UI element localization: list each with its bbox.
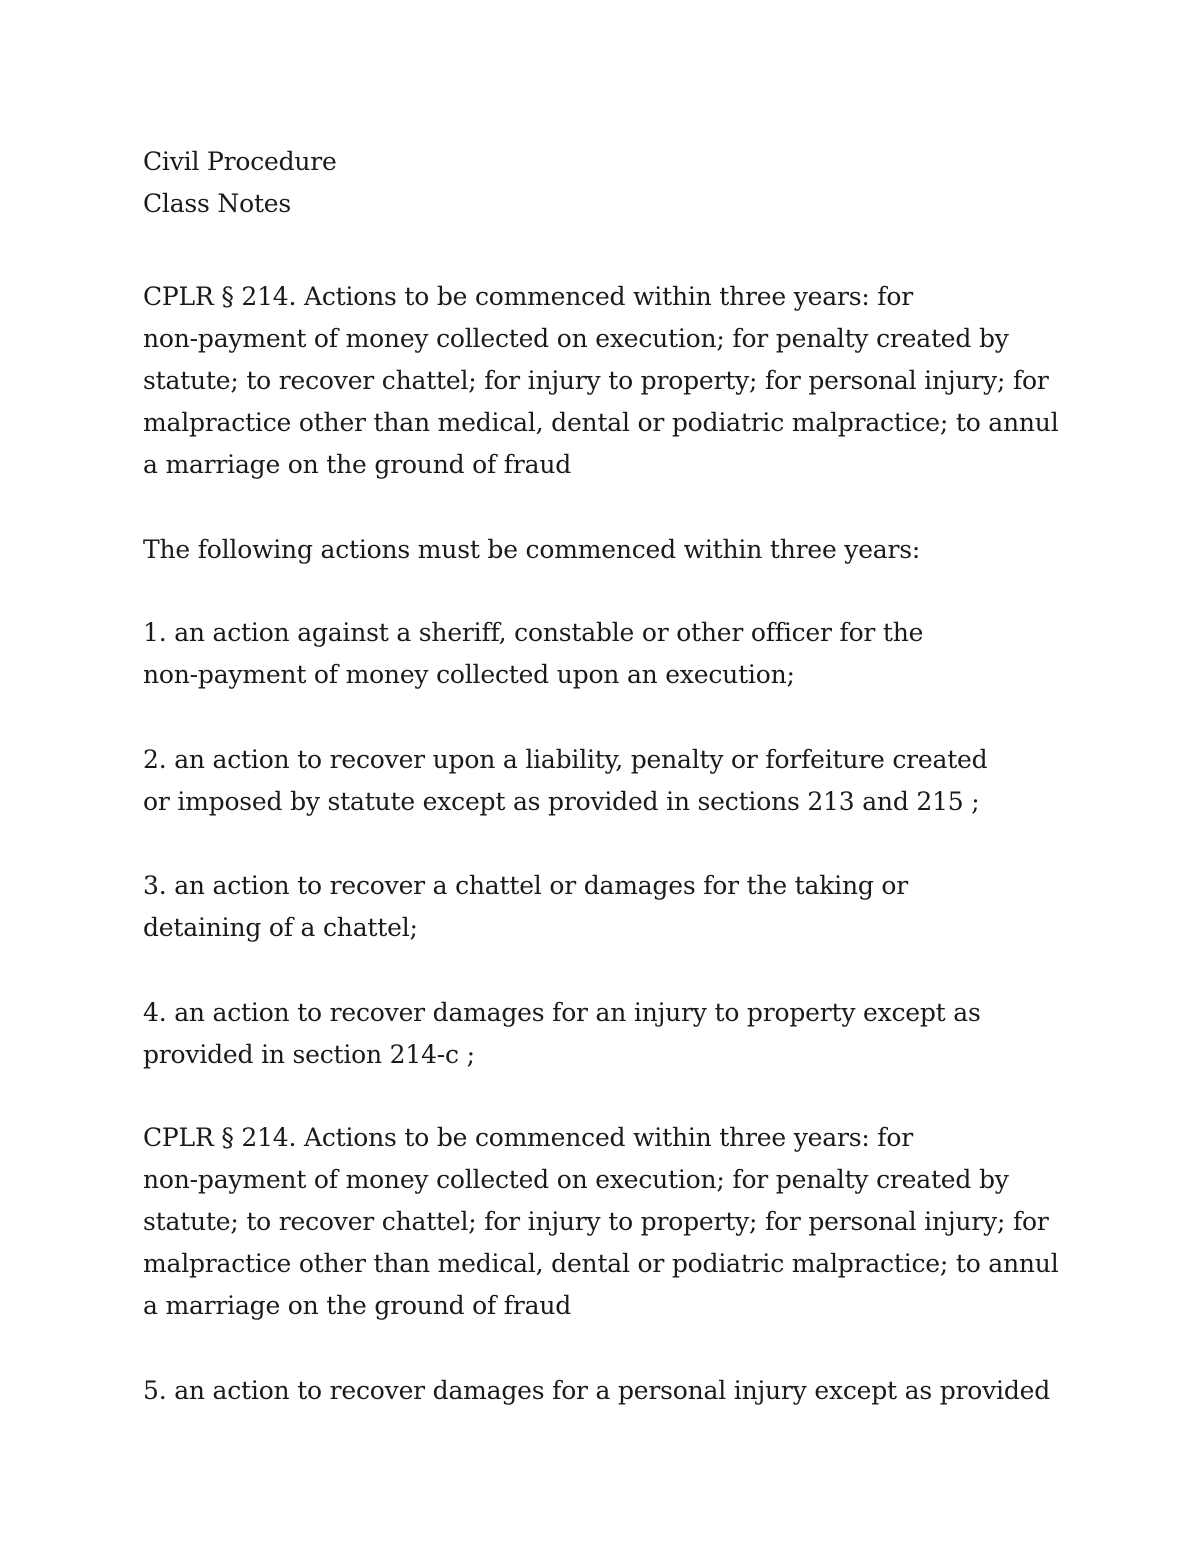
- list-item-line: 3. an action to recover a chattel or damages for the taking or: [143, 871, 909, 900]
- paragraph-line: CPLR § 214. Actions to be commenced within three years: for: [143, 1123, 913, 1152]
- list-item-line: 2. an action to recover upon a liability, penalty or forfeiture created: [143, 745, 988, 774]
- list-item-line: 5. an action to recover damages for a personal injury except as provided: [143, 1376, 1051, 1405]
- list-item-4: [143, 992, 1123, 1076]
- intro-line: The following actions must be commenced within three years:: [143, 535, 921, 564]
- paragraph-line: CPLR § 214. Actions to be commenced within three years: for: [143, 282, 913, 311]
- list-item-line: detaining of a chattel;: [143, 913, 418, 942]
- intro-paragraph: [143, 529, 1123, 571]
- paragraph-line: a marriage on the ground of fraud: [143, 450, 572, 479]
- statute-paragraph-2: [143, 1117, 1123, 1327]
- list-item-line: non-payment of money collected upon an execution;: [143, 660, 795, 689]
- paragraph-line: non-payment of money collected on execution; for penalty created by: [143, 324, 1009, 353]
- list-item-line: 1. an action against a sheriff, constable or other officer for the: [143, 618, 924, 647]
- list-item-line: 4. an action to recover damages for an injury to property except as: [143, 998, 981, 1027]
- list-item-2: [143, 739, 1123, 823]
- paragraph-line: non-payment of money collected on execution; for penalty created by: [143, 1165, 1009, 1194]
- list-item-line: provided in section 214-c ;: [143, 1040, 475, 1069]
- list-item-5: [143, 1370, 1123, 1412]
- list-item-1: [143, 612, 1123, 696]
- paragraph-line: malpractice other than medical, dental or podiatric malpractice; to annul: [143, 408, 1059, 437]
- list-item-line: or imposed by statute except as provided in sections 213 and 215 ;: [143, 787, 980, 816]
- paragraph-line: malpractice other than medical, dental or podiatric malpractice; to annul: [143, 1249, 1059, 1278]
- document-header: [143, 141, 1123, 225]
- statute-paragraph-1: [143, 276, 1123, 486]
- paragraph-line: statute; to recover chattel; for injury to property; for personal injury; for: [143, 1207, 1049, 1236]
- paragraph-line: a marriage on the ground of fraud: [143, 1291, 572, 1320]
- course-title: Civil Procedure: [143, 147, 337, 176]
- notes-subtitle: Class Notes: [143, 189, 292, 218]
- list-item-3: [143, 865, 1123, 949]
- paragraph-line: statute; to recover chattel; for injury to property; for personal injury; for: [143, 366, 1049, 395]
